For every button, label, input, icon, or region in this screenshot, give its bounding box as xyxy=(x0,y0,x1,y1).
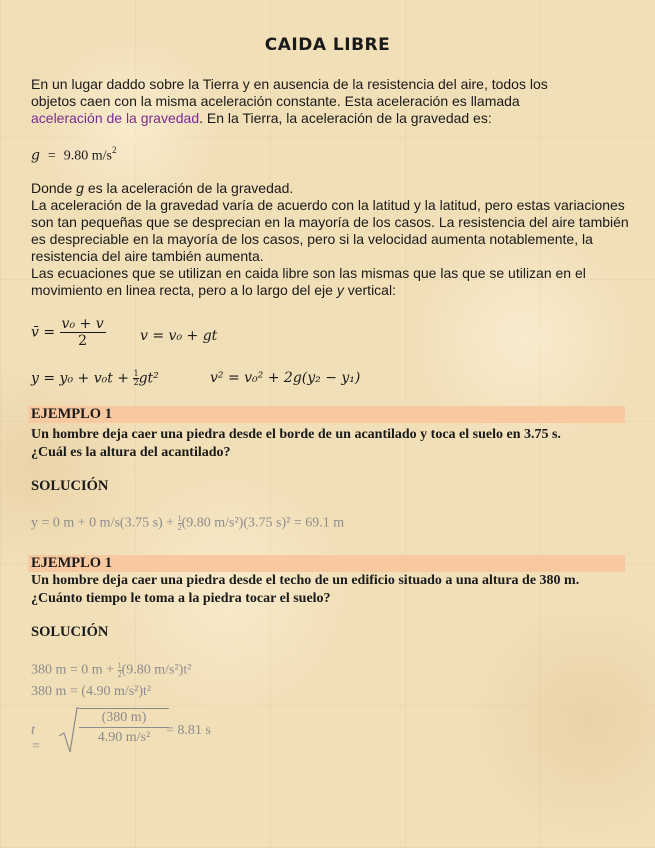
time-lhs: t = xyxy=(31,723,41,754)
average-velocity-equation xyxy=(31,316,106,349)
example-1-solution-label: SOLUCIÓN xyxy=(31,478,109,494)
gravity-exponent: 2 xyxy=(112,145,117,155)
sqrt-bar xyxy=(79,708,169,709)
example-1-band xyxy=(28,406,625,423)
vbar-fraction xyxy=(60,316,106,349)
example-2-label: EJEMPLO 1 xyxy=(31,555,112,571)
example-2-problem xyxy=(31,572,631,608)
example-1-sol-post: (9.80 m/s²)(3.75 s)² = 69.1 m xyxy=(181,515,345,531)
time-numerator: (380 m) xyxy=(79,710,169,728)
intro-line-1: En un lugar daddo sobre la Tierra y en ausencia de la resistencia del aire, todos los xyxy=(31,76,548,92)
example-2-solution-label: SOLUCIÓN xyxy=(31,624,109,640)
vbar-numerator: v₀ + v xyxy=(61,316,104,332)
position-half-num: 1 xyxy=(133,369,139,378)
velocity-equation: v = v₀ + gt xyxy=(140,328,218,344)
position-eq-pre: y = y₀ + v₀t + xyxy=(31,370,134,387)
gravity-value: 9.80 m/s xyxy=(63,148,113,164)
intro-paragraph xyxy=(31,76,631,127)
intro-line-3 xyxy=(31,110,631,127)
example-1-sol-pre: y = 0 m + 0 m/s(3.75 s) + xyxy=(31,515,178,531)
example-2-half-den: 2 xyxy=(117,670,122,679)
example-2-line-2: ¿Cuánto tiempo le toma a la piedra tocar el suelo? xyxy=(31,591,331,606)
definition-pre: Donde xyxy=(31,180,77,196)
example-1-line-1: Un hombre deja caer una piedra desde el borde de un acantilado y toca el suelo en 3.75 s. xyxy=(31,427,561,442)
vbar-denominator: 2 xyxy=(78,333,88,349)
time-fraction xyxy=(79,710,169,746)
position-eq-post: gt² xyxy=(138,370,159,387)
equations-intro-var: y xyxy=(336,282,344,298)
example-2-step-1-pre: 380 m = 0 m + xyxy=(31,662,118,678)
velocity-squared-equation: v² = v₀² + 2g(y₂ − y₁) xyxy=(210,370,361,386)
example-2-band xyxy=(28,555,625,572)
time-denominator: 4.90 m/s² xyxy=(97,730,151,745)
gravity-equation: g = 9.80 $m/s^2$ xyxy=(31,145,117,164)
example-1-line-2: ¿Cuál es la altura del acantilado? xyxy=(31,445,231,460)
definition-line xyxy=(31,180,631,197)
example-1-half-den: 2 xyxy=(177,523,182,532)
definition-var: g xyxy=(76,180,84,196)
example-2-step-1 xyxy=(31,662,191,679)
definition-post: es la aceleración de la gravedad. xyxy=(83,180,294,196)
gravity-var: g xyxy=(31,147,40,164)
position-half-den: 2 xyxy=(133,378,139,387)
equations-intro-pre: Las ecuaciones que se utilizan en caida libre son las mismas que las que se utilizan en el movimiento en linea recta, pero a lo largo del eje xyxy=(31,265,586,298)
vbar-lhs: v̄ = xyxy=(31,324,56,341)
intro-line-2: objetos caen con la misma aceleración constante. Esta aceleración es llamada xyxy=(31,93,520,109)
description-paragraph xyxy=(31,180,631,299)
example-1-solution xyxy=(31,515,344,532)
example-1-half-num: 1 xyxy=(177,514,182,523)
position-equation xyxy=(31,370,159,387)
equations-intro xyxy=(31,265,631,299)
example-2-line-1: Un hombre deja caer una piedra desde el techo de un edificio situado a una altura de 380 m. xyxy=(31,573,580,588)
intro-line-3-rest: . En la Tierra, la aceleración de la gravedad es: xyxy=(199,110,492,126)
example-1-label: EJEMPLO 1 xyxy=(31,406,112,422)
example-2-step-1-post: (9.80 m/s²)t² xyxy=(121,662,192,678)
example-2-step-2: 380 m = (4.90 m/s²)t² xyxy=(31,684,152,699)
variation-paragraph: La aceleración de la gravedad varía de acuerdo con la latitud y la latitud, pero estas variaciones son tan pequeñas que se desprecian en la mayoría de los casos. La resistencia del aire también es despreciable en la mayoría de los casos, pero si la velocidad aumenta notablemente, la resistencia del aire también aumenta. xyxy=(31,197,629,264)
gravity-link[interactable]: aceleración de la gravedad xyxy=(31,110,200,126)
example-2-half-num: 1 xyxy=(117,661,122,670)
square-root-icon xyxy=(57,706,79,756)
time-result: = 8.81 s xyxy=(166,723,211,738)
example-1-problem xyxy=(31,426,631,462)
equations-intro-post: vertical: xyxy=(343,282,396,298)
page-title: CAIDA LIBRE xyxy=(264,35,391,55)
